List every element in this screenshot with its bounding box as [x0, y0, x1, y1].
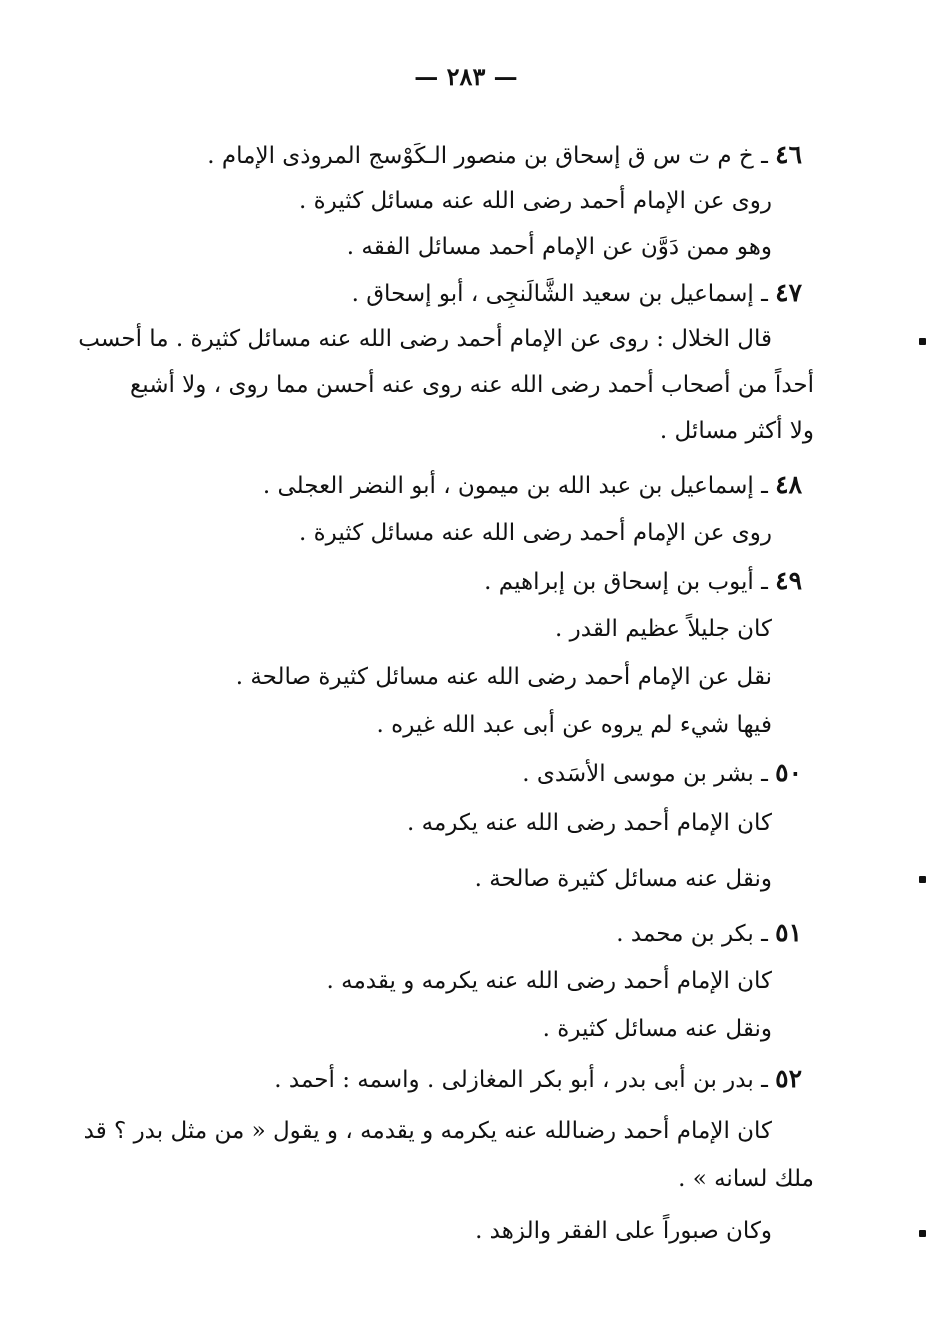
entry-50-heading [522, 758, 802, 789]
entry-heading-text: ـ بدر بن أبى بدر ، أبو بكر المغازلى . واسمه : أحمد . [274, 1067, 776, 1093]
text-line [543, 1014, 772, 1044]
line-text: وهو ممن دَوَّن عن الإمام أحمد مسائل الفقه . [346, 234, 772, 260]
line-text: كان الإمام أحمد رضى الله عنه يكرمه و يقدمه . [326, 968, 772, 994]
line-text: روى عن الإمام أحمد رضى الله عنه مسائل كثيرة . [299, 188, 772, 214]
line-text: وكان صبوراً على الفقر والزهد . [475, 1218, 772, 1244]
text-line [555, 614, 772, 644]
line-text: كان الإمام أحمد رضى الله عنه يكرمه . [407, 810, 772, 836]
margin-mark [919, 338, 926, 345]
line-text: ونقل عنه مسائل كثيرة . [542, 1016, 772, 1042]
line-text: ولا أكثر مسائل . [659, 418, 814, 444]
entry-heading-text: ـ أيوب بن إسحاق بن إبراهيم . [484, 569, 776, 595]
entry-46-heading [207, 140, 802, 171]
text-line [299, 186, 772, 216]
text-line [407, 808, 772, 838]
line-text: كان الإمام أحمد رضىالله عنه يكرمه و يقدمه ، و يقول « من مثل بدر ؟ قد [83, 1118, 772, 1144]
line-text: نقل عن الإمام أحمد رضى الله عنه مسائل كثيرة صالحة . [235, 664, 772, 690]
entry-number: ٤٨ [775, 470, 802, 499]
entry-number: ٤٩ [775, 566, 802, 595]
entry-number: ٥٠ [775, 758, 802, 787]
entry-number: ٤٦ [775, 140, 802, 169]
entry-heading-text: ـ إسماعيل بن عبد الله بن ميمون ، أبو النضر العجلى . [262, 473, 776, 499]
text-line [236, 662, 772, 692]
text-line [130, 370, 814, 400]
entry-52-heading [274, 1064, 802, 1095]
entry-51-heading [616, 918, 802, 949]
text-line [327, 966, 772, 996]
entry-48-heading [263, 470, 802, 501]
text-line [347, 232, 772, 262]
text-line [660, 416, 814, 446]
text-line [84, 1116, 772, 1146]
line-text: ملك لسانه » . [678, 1166, 814, 1192]
page-number: — ٢٨٣ — [414, 62, 518, 91]
text-line [475, 1216, 772, 1246]
text-line [377, 710, 772, 740]
margin-mark [919, 876, 926, 883]
entry-heading-text: ـ خ م ت س ق إسحاق بن منصور الـكَوْسج المروذى الإمام . [207, 143, 776, 169]
line-text: قال الخلال : روى عن الإمام أحمد رضى الله عنه مسائل كثيرة . ما أحسب [78, 326, 772, 352]
entry-number: ٤٧ [775, 278, 802, 307]
line-text: روى عن الإمام أحمد رضى الله عنه مسائل كثيرة . [299, 520, 772, 546]
text-line [475, 864, 772, 894]
entry-number: ٥١ [775, 918, 802, 947]
entry-heading-text: ـ بشر بن موسى الأسَدى . [522, 761, 776, 787]
line-text: ونقل عنه مسائل كثيرة صالحة . [474, 866, 772, 892]
entry-number: ٥٢ [775, 1064, 802, 1093]
entry-heading-text: ـ إسماعيل بن سعيد الشَّالَنجِى ، أبو إسحاق . [351, 281, 776, 307]
text-line [78, 324, 772, 354]
entry-heading-text: ـ بكر بن محمد . [616, 921, 776, 947]
line-text: كان جليلاً عظيم القدر . [555, 616, 772, 642]
text-line [299, 518, 772, 548]
line-text: فيها شيء لم يروه عن أبى عبد الله غيره . [376, 712, 772, 738]
line-text: أحداً من أصحاب أحمد رضى الله عنه روى عنه أحسن مما روى ، ولا أشبع [130, 372, 814, 398]
margin-mark [919, 1230, 926, 1237]
entry-49-heading [484, 566, 802, 597]
entry-47-heading [352, 278, 802, 309]
text-line [678, 1164, 814, 1194]
